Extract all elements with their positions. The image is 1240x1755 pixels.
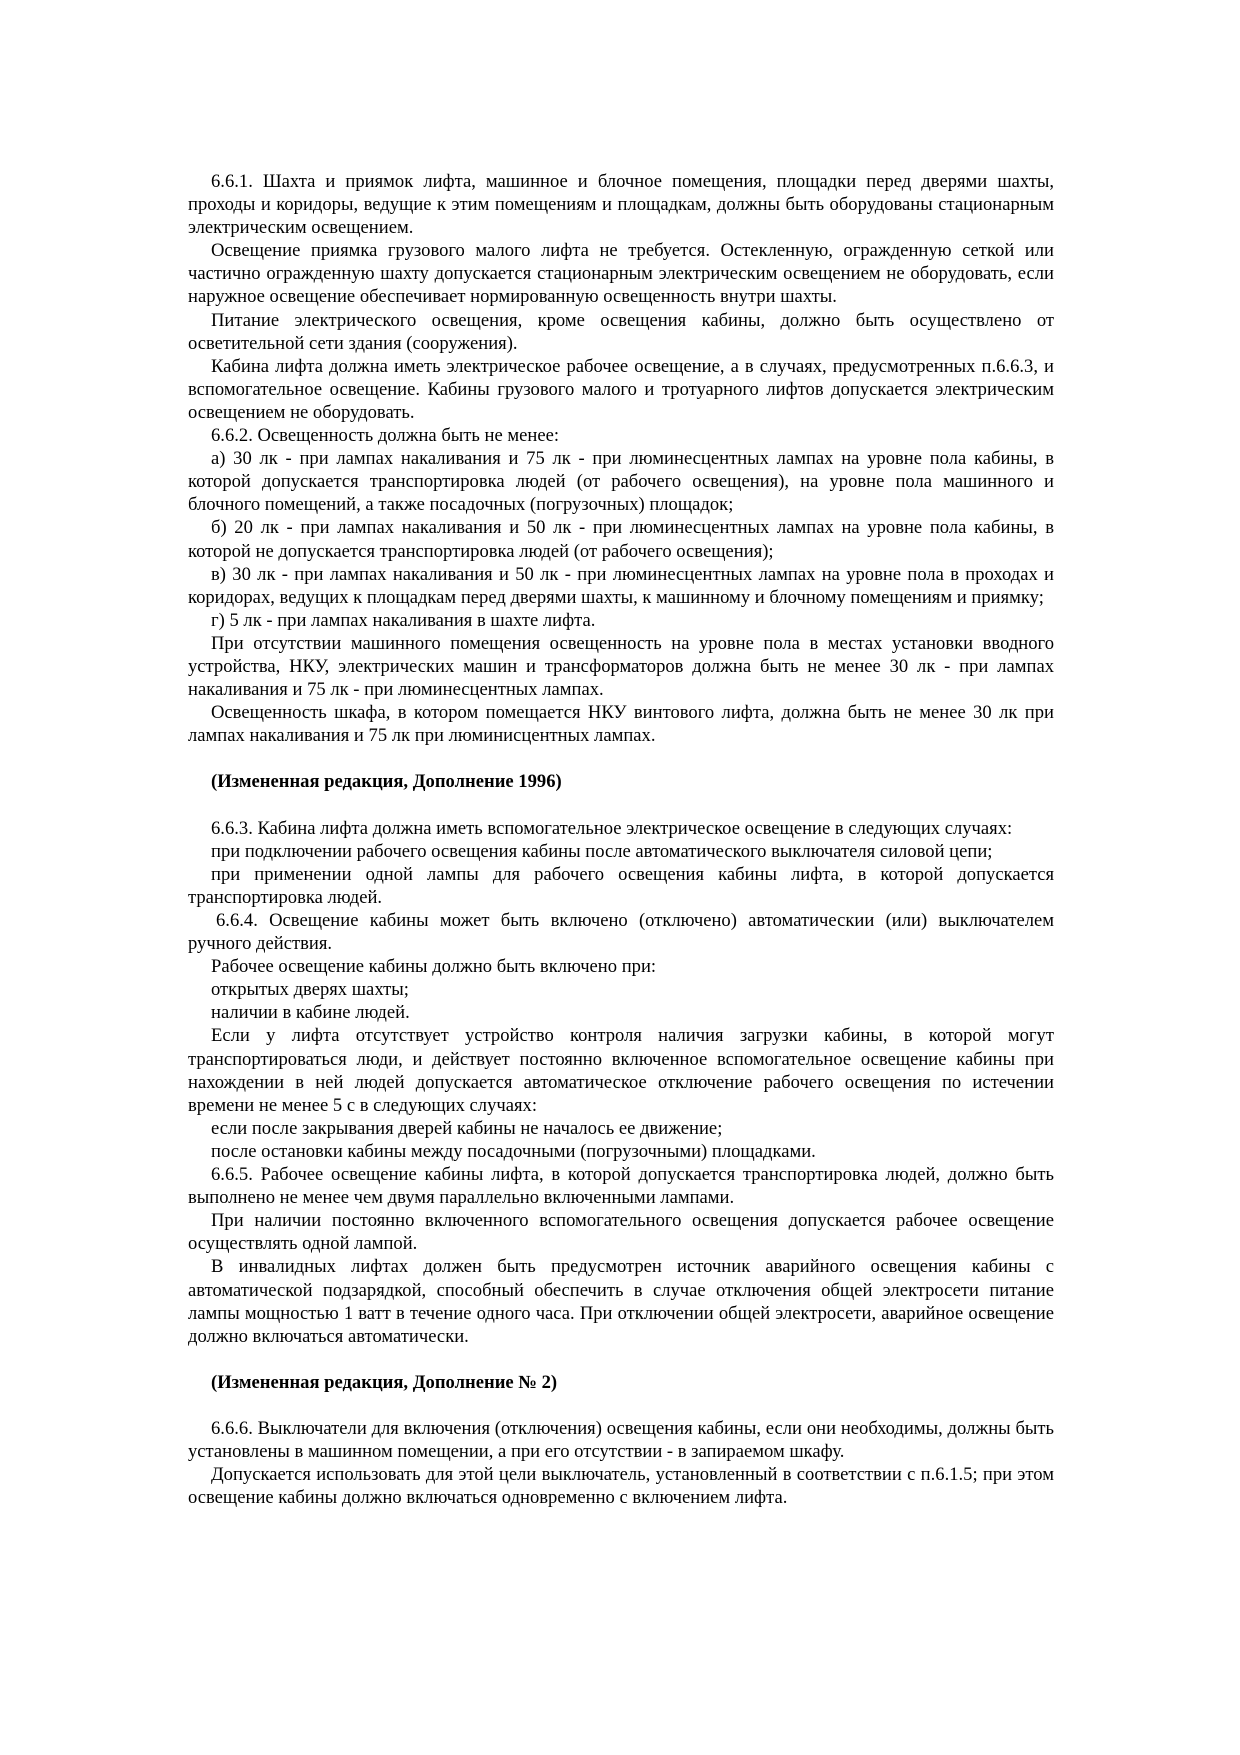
paragraph-item-b: б) 20 лк - при лампах накаливания и 50 лк - при люминесцентных лампах на уровне пола кабины, в которой не допускается транспортировка людей (от рабочего освещения); bbox=[188, 517, 1054, 562]
paragraph-6-6-1: 6.6.1. Шахта и приямок лифта, машинное и блочное помещения, площадки перед дверями шахты, проходы и коридоры, ведущие к этим помещениям и площадкам, должны быть оборудованы стационарным электрическим освещением. bbox=[188, 171, 1054, 239]
paragraph-6-6-6: 6.6.6. Выключатели для включения (отключения) освещения кабины, если они необходимы, должны быть установлены в машинном помещении, а при его отсутствии - в запираемом шкафу. bbox=[188, 1418, 1054, 1463]
amendment-note-2: (Измененная редакция, Дополнение № 2) bbox=[211, 1371, 558, 1393]
spacer bbox=[188, 1348, 1054, 1371]
paragraph-people-present: наличии в кабине людей. bbox=[211, 1002, 410, 1024]
paragraph-item-g: г) 5 лк - при лампах накаливания в шахте лифта. bbox=[211, 609, 596, 631]
spacer bbox=[188, 794, 1054, 817]
paragraph-case-1: при подключении рабочего освещения кабины после автоматического выключателя силовой цепи; bbox=[211, 840, 993, 862]
paragraph-work-lighting-on: Рабочее освещение кабины должно быть включено при: bbox=[211, 956, 657, 978]
paragraph-auto-off: Если у лифта отсутствует устройство контроля наличия загрузки кабины, в которой могут транспортироваться люди, и действует постоянно включенное вспомогательное освещение кабины при нахождении в ней людей допускается автоматическое отключение рабочего освещения по истечении времени не менее 5 с в следующих случаях: bbox=[188, 1025, 1054, 1116]
document-page bbox=[188, 170, 1054, 1509]
paragraph-power-supply: Питание электрического освещения, кроме освещения кабины, должно быть осуществлено от осветительной сети здания (сооружения). bbox=[188, 309, 1054, 354]
paragraph-6-6-3: 6.6.3. Кабина лифта должна иметь вспомогательное электрическое освещение в следующих случаях: bbox=[211, 817, 1013, 839]
paragraph-cabinet-lighting: Освещенность шкафа, в котором помещается НКУ винтового лифта, должна быть не менее 30 лк при лампах накаливания и 75 лк при люминисцентных лампах. bbox=[188, 702, 1054, 747]
paragraph-single-lamp: При наличии постоянно включенного вспомогательного освещения допускается рабочее освещение осуществлять одной лампой. bbox=[188, 1210, 1054, 1255]
paragraph-6-6-2: 6.6.2. Освещенность должна быть не менее: bbox=[211, 425, 560, 447]
amendment-note-1996: (Измененная редакция, Дополнение 1996) bbox=[211, 771, 562, 793]
paragraph-case-stop-between: после остановки кабины между посадочными (погрузочными) площадками. bbox=[211, 1140, 816, 1162]
spacer bbox=[188, 747, 1054, 770]
paragraph-cabin-lighting: Кабина лифта должна иметь электрическое рабочее освещение, а в случаях, предусмотренных п.6.6.3, и вспомогательное освещение. Кабины грузового малого и тротуарного лифтов допускается электрическим освещением не оборудовать. bbox=[188, 355, 1054, 423]
paragraph-6-6-4: 6.6.4. Освещение кабины может быть включено (отключено) автоматическии (или) выключателем ручного действия. bbox=[188, 910, 1054, 955]
paragraph-pit-lighting: Освещение приямка грузового малого лифта не требуется. Остекленную, огражденную сеткой или частично огражденную шахту допускается стационарным электрическим освещением не оборудовать, если наружное освещение обеспечивает нормированную освещенность внутри шахты. bbox=[188, 240, 1054, 308]
paragraph-case-no-movement: если после закрывания дверей кабины не началось ее движение; bbox=[211, 1117, 723, 1139]
paragraph-6-6-5: 6.6.5. Рабочее освещение кабины лифта, в которой допускается транспортировка людей, должно быть выполнено не менее чем двумя параллельно включенными лампами. bbox=[188, 1164, 1054, 1209]
paragraph-emergency-lighting: В инвалидных лифтах должен быть предусмотрен источник аварийного освещения кабины с автоматической подзарядкой, способный обеспечить в случае отключения общей электросети питание лампы мощностью 1 ватт в течение одного часа. При отключении общей электросети, аварийное освещение должно включаться автоматически. bbox=[188, 1256, 1054, 1347]
paragraph-case-2: при применении одной лампы для рабочего освещения кабины лифта, в которой допускается транспортировка людей. bbox=[188, 863, 1054, 908]
paragraph-item-v: в) 30 лк - при лампах накаливания и 50 лк - при люминесцентных лампах на уровне пола в проходах и коридорах, ведущих к площадкам перед дверями шахты, к машинному и блочному помещениям и приямку; bbox=[188, 563, 1054, 608]
paragraph-switch-allowed: Допускается использовать для этой цели выключатель, установленный в соответствии с п.6.1.5; при этом освещение кабины должно включаться одновременно с включением лифта. bbox=[188, 1464, 1054, 1509]
spacer bbox=[188, 1394, 1054, 1417]
paragraph-no-machine-room: При отсутствии машинного помещения освещенность на уровне пола в местах установки вводного устройства, НКУ, электрических машин и трансформаторов должна быть не менее 30 лк - при лампах накаливания и 75 лк - при люминесцентных лампах. bbox=[188, 632, 1054, 701]
paragraph-open-doors: открытых дверях шахты; bbox=[211, 979, 409, 1001]
paragraph-item-a: а) 30 лк - при лампах накаливания и 75 лк - при люминесцентных лампах на уровне пола кабины, в которой допускается транспортировка людей (от рабочего освещения), на уровне пола машинного и блочного помещений, а также посадочных (погрузочных) площадок; bbox=[188, 448, 1054, 516]
